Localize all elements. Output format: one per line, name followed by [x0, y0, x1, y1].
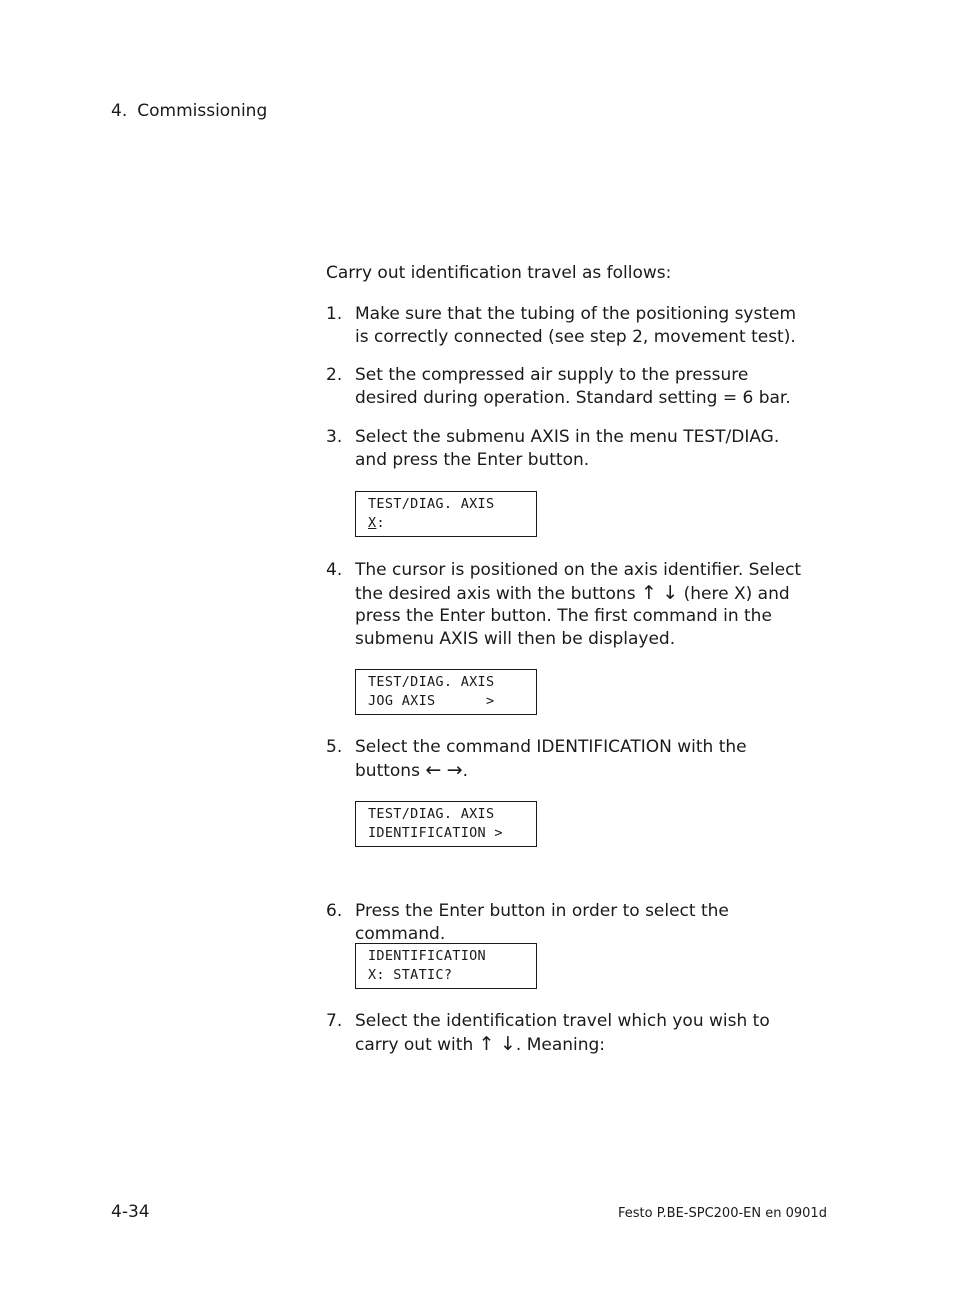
- step-text: Press the Enter button in order to select the command.: [355, 901, 729, 944]
- arrow-up-icon: ↑: [478, 1032, 495, 1055]
- lcd-display-static: [355, 943, 537, 989]
- arrow-down-icon: ↓: [499, 1032, 516, 1055]
- arrow-down-icon: ↓: [662, 581, 679, 604]
- step-3: [326, 426, 806, 471]
- step-number: 3.: [326, 427, 343, 447]
- step-text: Set the compressed air supply to the pressure desired during operation. Standard setting = 6 bar.: [355, 365, 791, 408]
- page-number: 4-34: [111, 1202, 150, 1222]
- arrow-up-icon: ↑: [640, 581, 657, 604]
- lcd-line-2: X: STATIC?: [368, 967, 453, 983]
- step-text: Select the submenu AXIS in the menu TEST/DIAG. and press the Enter button.: [355, 427, 780, 470]
- lcd-line-1: TEST/DIAG. AXIS: [368, 674, 495, 690]
- step-7: [326, 1010, 806, 1056]
- lcd-line-1: TEST/DIAG. AXIS: [368, 496, 495, 512]
- step-number: 7.: [326, 1011, 343, 1031]
- step-number: 2.: [326, 365, 343, 385]
- step-text: Make sure that the tubing of the positioning system is correctly connected (see step 2, movement test).: [355, 304, 797, 347]
- lcd-line-1: TEST/DIAG. AXIS: [368, 806, 495, 822]
- step-number: 5.: [326, 737, 343, 757]
- step-number: 4.: [326, 560, 343, 580]
- step-text: The cursor is positioned on the axis identifier. Select the desired axis with the buttons ↑ ↓ (here X) and press the Enter button. The first command in the submenu AXIS will then be displayed.: [355, 560, 802, 649]
- lcd-line-2: IDENTIFICATION >: [368, 825, 503, 841]
- lcd-cursor: X: [368, 515, 377, 531]
- chapter-title: Commissioning: [137, 101, 268, 121]
- step-number: 1.: [326, 304, 343, 324]
- lcd-display-identification: [355, 801, 537, 847]
- lcd-line-2: :: [376, 515, 385, 531]
- lcd-line-2: JOG AXIS >: [368, 693, 495, 709]
- step-5: [326, 736, 806, 782]
- document-id: Festo P.BE-SPC200-EN en 0901d: [618, 1206, 827, 1221]
- lcd-line-1: IDENTIFICATION: [368, 948, 486, 964]
- step-1: [326, 303, 806, 348]
- step-text: Select the identification travel which you wish to carry out with ↑ ↓. Meaning:: [355, 1011, 770, 1055]
- step-4: [326, 559, 806, 650]
- arrow-left-icon: ←: [425, 758, 442, 781]
- lcd-display-axis-select: [355, 491, 537, 537]
- step-2: [326, 364, 806, 409]
- chapter-number: 4.: [111, 101, 128, 121]
- step-6: [326, 900, 806, 945]
- arrow-right-icon: →: [446, 758, 463, 781]
- step-text: Select the command IDENTIFICATION with the buttons ← →.: [355, 737, 747, 781]
- intro-text: Carry out identification travel as follows:: [326, 263, 672, 283]
- running-header: [111, 101, 267, 121]
- step-number: 6.: [326, 901, 343, 921]
- lcd-display-jog-axis: [355, 669, 537, 715]
